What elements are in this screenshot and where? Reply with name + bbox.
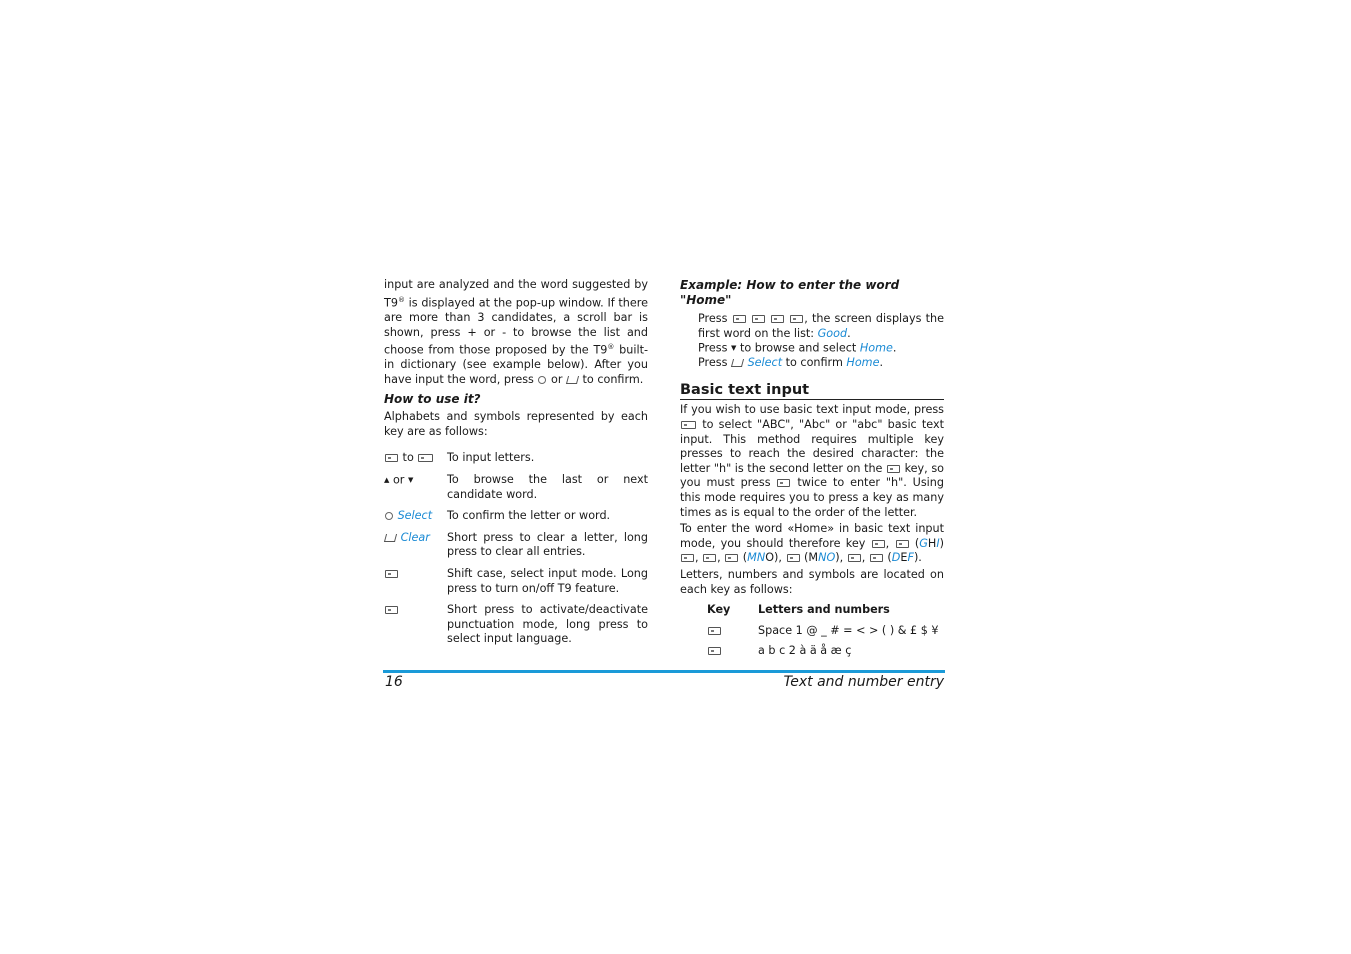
how-text: Alphabets and symbols represented by each key are as follows:	[384, 410, 648, 438]
key-1-icon	[708, 627, 721, 635]
example-steps	[680, 312, 944, 371]
basic-paragraph-1: If you wish to use basic text input mode, press to select "ABC", "Abc" or "abc" basic text input. This method requires multiple key presses to reach the desired character: the letter "h" is the second letter on the key, so you must press twice to enter "h". Using this mode requires you to press a key as many times as is equal to the order of the letter.	[680, 403, 944, 519]
key-3-icon	[790, 315, 803, 323]
key-6-icon	[725, 554, 738, 562]
section-title: Text and number entry	[783, 674, 944, 690]
how-heading: How to use it?	[384, 391, 481, 406]
table-row: Space 1 @ _ # = < > ( ) & £ $ ¥	[707, 624, 944, 639]
table-row: Clear Short press to clear a letter, long press to clear all entries.	[384, 531, 648, 560]
table-row: Short press to activate/deactivate punctuation mode, long press to select input language.	[384, 603, 648, 647]
table-row: ▲ or ▼ To browse the last or next candidate word.	[384, 473, 648, 501]
key-4-icon	[887, 465, 900, 473]
ok-key-icon	[538, 376, 546, 384]
letters-table	[707, 603, 944, 659]
key-4-icon	[896, 540, 909, 548]
key-4-icon	[733, 315, 746, 323]
basic-paragraph-2: To enter the word «Home» in basic text input mode, you should therefore key , (GHI) , , (MNO), (MNO), , (DEF).	[680, 522, 944, 565]
ok-key-icon	[385, 512, 393, 520]
key-6-icon	[771, 315, 784, 323]
page-number: 16	[385, 674, 403, 690]
key-6-icon	[703, 554, 716, 562]
arrow-down-icon: ▼	[407, 476, 414, 484]
table-header-row: Key Letters and numbers	[707, 603, 890, 617]
star-key-icon	[385, 606, 398, 614]
example-heading: Example: How to enter the word "Home"	[680, 278, 900, 307]
hash-key-icon	[385, 570, 398, 578]
table-row: Shift case, select input mode. Long press to turn on/off T9 feature.	[384, 567, 648, 596]
example-step-3: Press Select to confirm Home.	[698, 356, 884, 370]
left-column	[384, 278, 648, 654]
key-6-icon	[787, 554, 800, 562]
left-softkey-icon	[731, 359, 744, 367]
table-row: to To input letters.	[384, 451, 648, 466]
key-0-icon	[385, 454, 398, 462]
key-4-icon	[872, 540, 885, 548]
footer-rule	[383, 670, 945, 673]
intro-paragraph: input are analyzed and the word suggested by T9® is displayed at the pop-up window. If there are more than 3 candidates, a scroll bar is shown, press + or - to browse the list and choose from those proposed by the T9® built-in dictionary (see example below). After you have input the word, press or to confirm.	[384, 278, 649, 387]
right-softkey-icon	[384, 534, 397, 542]
basic-text-heading: Basic text input	[680, 383, 944, 401]
hash-key-icon	[681, 421, 696, 429]
key-4-icon	[777, 479, 790, 487]
example-step-1: Press , the screen displays the first word on the list: Good.	[698, 312, 945, 340]
right-column	[680, 278, 944, 665]
left-softkey-icon	[566, 376, 579, 384]
key-definition-table	[384, 451, 648, 647]
basic-paragraph-3: Letters, numbers and symbols are located on each key as follows:	[680, 567, 944, 596]
key-6-icon	[752, 315, 765, 323]
key-6-icon	[681, 554, 694, 562]
key-3-icon	[870, 554, 883, 562]
table-row: Select To confirm the letter or word.	[384, 509, 648, 524]
arrow-down-icon: ▼	[731, 344, 737, 353]
arrow-up-icon: ▲	[384, 476, 390, 484]
key-3-icon	[848, 554, 861, 562]
key-2-icon	[708, 647, 721, 655]
key-9-icon	[418, 454, 433, 462]
table-row: a b c 2 à ä å æ ç	[707, 644, 944, 659]
example-step-2: Press ▼ to browse and select Home.	[698, 341, 897, 355]
